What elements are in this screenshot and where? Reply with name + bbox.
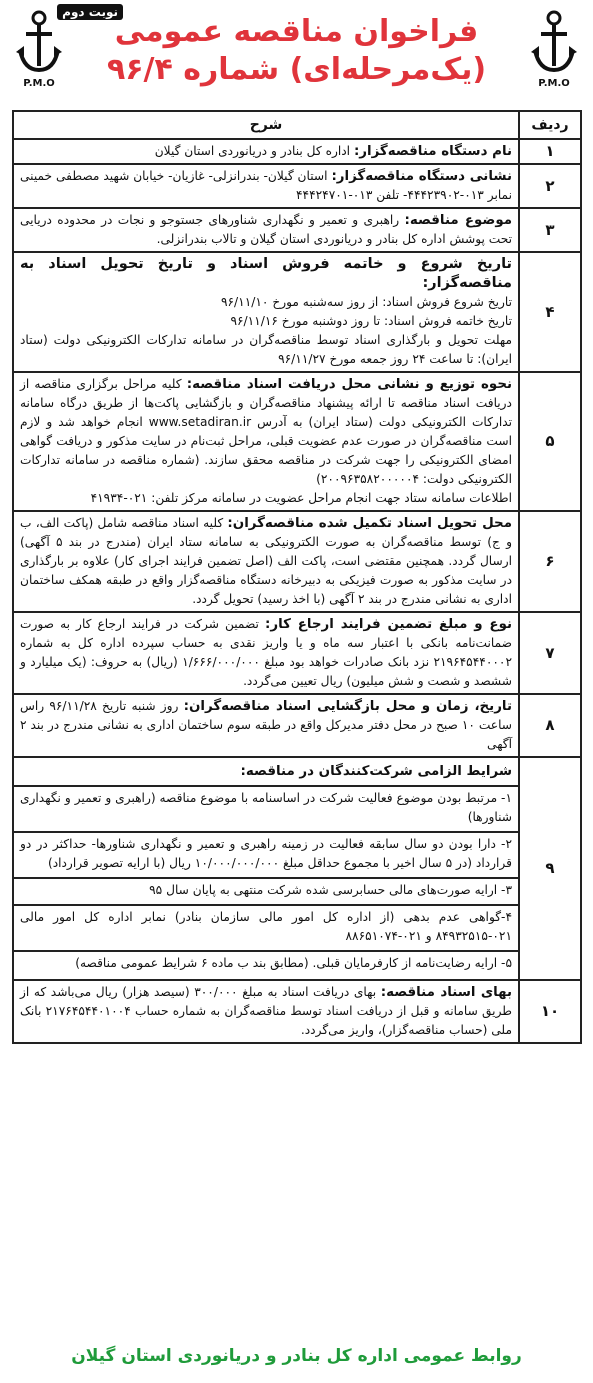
row-label: بهای اسناد مناقصه: [380,985,512,1000]
requirement-item: ۵- ارایه رضایت‌نامه از کارفرمایان قبلی. (مطابق بند ب ماده ۶ شرایط عمومی مناقصه) [14,950,518,975]
table-row [13,139,581,164]
row-description [13,980,519,1043]
header [0,0,593,100]
row-number: ۸ [519,694,581,757]
table-row [13,164,581,208]
page-subtitle: (یک‌مرحله‌ای) شماره ۹۶/۴ [106,52,487,87]
row-description [13,612,519,694]
requirement-item: ۳- ارایه صورت‌های مالی حسابرسی شده شرکت منتهی به پایان سال ۹۵ [14,877,518,902]
row-label: موضوع مناقصه: [404,213,512,228]
row-description [13,372,519,511]
row-number: ۷ [519,612,581,694]
pmo-logo-left [8,8,70,96]
row-label: تاریخ شروع و خاتمه فروش اسناد و تاریخ تحویل اسناد به مناقصه‌گزار: [20,256,512,291]
tender-table [12,110,582,1044]
row-label: نحوه توزیع و نشانی محل دریافت اسناد مناقصه: [186,377,512,392]
requirement-item: ۲- دارا بودن دو سال سابقه فعالیت در زمینه راهبری و تعمیر و نگهداری شناورها- حداکثر در دو قرارداد (در ۵ سال اخیر با مجموع حداقل مبلغ ۱۰/۰۰۰/۰۰۰/۰۰۰ ریال (با ارایه تصویر قرارداد) [14,831,518,875]
row-text: بهای دریافت اسناد به مبلغ ۳۰۰/۰۰۰ (سیصد هزار) ریال می‌باشد که از طریق سامانه و قبل از دریافت اسناد توسط مناقصه‌گران به شماره حساب ۲۱۷۶۴۵۴۴۰۱۰۰۴ بانک ملی (حساب مناقصه‌گزار)، واریز می‌گردد. [20,985,512,1037]
logo-caption: P.M.O [538,78,570,89]
row-label: شرایط الزامی شرکت‌کنندگان در مناقصه: [240,764,512,779]
row-text: استان گیلان- بندرانزلی- غازیان- خیابان شهید مصطفی خمینی نمابر ۰۱۳-۴۴۴۲۳۹۰۲- تلفن ۰۱۳-۴۴۴۲۴۷۰۱ [20,169,512,202]
row-description [13,164,519,208]
column-header-row-number: ردیف [519,111,581,139]
row-text: راهبری و تعمیر و نگهداری شناورهای جستوجو و نجات در محدوده دریایی تحت پوشش اداره کل بنادر و دریانوردی استان گیلان و تالاب بندرانزلی. [20,213,512,246]
table-row [13,757,581,980]
table-row [13,252,581,372]
row-description [13,757,519,980]
table-row [13,208,581,252]
row-number: ۶ [519,511,581,612]
table-row [13,980,581,1043]
row-number: ۲ [519,164,581,208]
row-label: نام دستگاه مناقصه‌گزار: [353,144,512,159]
sales-start-date: تاریخ شروع فروش اسناد: از روز سه‌شنبه مورخ ۹۶/۱۱/۱۰ [220,295,512,309]
requirement-item: ۴-گواهی عدم بدهی (از اداره کل امور مالی سازمان بنادر) نمابر اداره کل امور مالی ۰۲۱-۸۴۹۳۲۵۱۵ و ۰۲۱-۸۸۶۵۱۰۷۴ [14,904,518,948]
row-number: ۵ [519,372,581,511]
row-description [13,208,519,252]
row-text: کلیه اسناد مناقصه شامل (پاکت الف، ب و ج) توسط مناقصه‌گران به صورت الکترونیکی به سامانه ستاد ایران (مندرج در بند ۵ آگهی) ارسال گردد. همچنین مقتضی است، پاکت الف (اصل تضمین فرایند اجرای کار) علاوه بر بارگذاری در سایت مذکور به صورت فیزیکی به دبیرخانه دستگاه مناقصه‌گزار واقع در طبقه همکف ساختمان اداری به نشانی مندرج در بند ۲ آگهی (با اخذ رسید) تحویل گردد. [20,516,512,606]
table-row [13,694,581,757]
row-text: روز شنبه تاریخ ۹۶/۱۱/۲۸ راس ساعت ۱۰ صبح در محل دفتر مدیرکل واقع در طبقه سوم ساختمان اداری به نشانی مندرج در بند ۲ آگهی [20,699,512,751]
table-row [13,372,581,511]
row-number: ۳ [519,208,581,252]
footer-public-relations: روابط عمومی اداره کل بنادر و دریانوردی استان گیلان [71,1346,522,1366]
row-text: اداره کل بنادر و دریانوردی استان گیلان [154,144,354,158]
row-description [13,139,519,164]
row-description [13,252,519,372]
setad-phone-info: اطلاعات سامانه ستاد جهت انجام مراحل عضویت در سامانه مرکز تلفن: ۰۲۱-۴۱۹۳۴ [90,491,512,505]
row-label: نشانی دستگاه مناقصه‌گزار: [331,169,512,184]
row-text: تضمین شرکت در فرایند ارجاع کار به صورت ضمانت‌نامه بانکی با اعتبار سه ماه و یا واریز نقدی به حساب سپرده اداره کل به شماره ۲۱۹۶۴۵۴۴۰۰۰۲ نزد بانک صادرات خواهد بود مبلغ ۱/۶۶۶/۰۰۰/۰۰۰ (ریال) به حروف: (یک میلیارد و ششصد و شصت و شش میلیون) ریال تعیین می‌گردد. [20,617,513,688]
table-header-row [13,111,581,139]
row-number: ۱۰ [519,980,581,1043]
row-number: ۱ [519,139,581,164]
pmo-logo [523,8,585,96]
sales-end-date: تاریخ خاتمه فروش اسناد: تا روز دوشنبه مورخ ۹۶/۱۱/۱۶ [230,314,512,328]
requirement-item: ۱- مرتبط بودن موضوع فعالیت شرکت در اساسنامه با موضوع مناقصه (راهبری و تعمیر و نگهداری شناورها) [14,785,518,829]
row-label: نوع و مبلغ تضمین فرایند ارجاع کار: [265,617,512,632]
row-number: ۴ [519,252,581,372]
submission-deadline: مهلت تحویل و بارگذاری اسناد توسط مناقصه‌گران در سامانه تدارکات الکترونیکی دولت (ستاد ایران): تا ساعت ۲۴ روز جمعه مورخ ۹۶/۱۱/۲۷ [20,333,512,366]
second-notice-badge: نوبت دوم [57,4,123,20]
page-title: فراخوان مناقصه عمومی [114,14,479,49]
logo-caption-left: P.M.O [23,78,55,89]
row-description [13,694,519,757]
row-label: محل تحویل اسناد تکمیل شده مناقصه‌گران: [227,516,512,531]
row-description [13,511,519,612]
table-row [13,511,581,612]
row-text: کلیه مراحل برگزاری مناقصه از دریافت اسناد مناقصه تا ارائه پیشنهاد مناقصه‌گران و بازگشایی پاکت‌ها از طریق درگاه سامانه تدارکات الکترونیکی دولت (ستاد ایران) به آدرس www.setadiran.ir انجام خواهد شد و لازم است مناقصه‌گران در صورت عدم عضویت قبلی، مراحل ثبت‌نام در سایت مذکور و دریافت گواهی امضای الکترونیکی را جهت شرکت در مناقصه محقق سازند. (شماره مناقصه در سامانه تدارکات الکترونیکی دولت: ۲۰۰۹۶۳۵۸۲۰۰۰۰۰۴) [20,377,512,486]
row-number: ۹ [519,757,581,980]
column-header-description: شرح [13,111,519,139]
row-label: تاریخ، زمان و محل بازگشایی اسناد مناقصه‌گران: [183,699,512,714]
anchor-icon [529,8,579,78]
table-row [13,612,581,694]
